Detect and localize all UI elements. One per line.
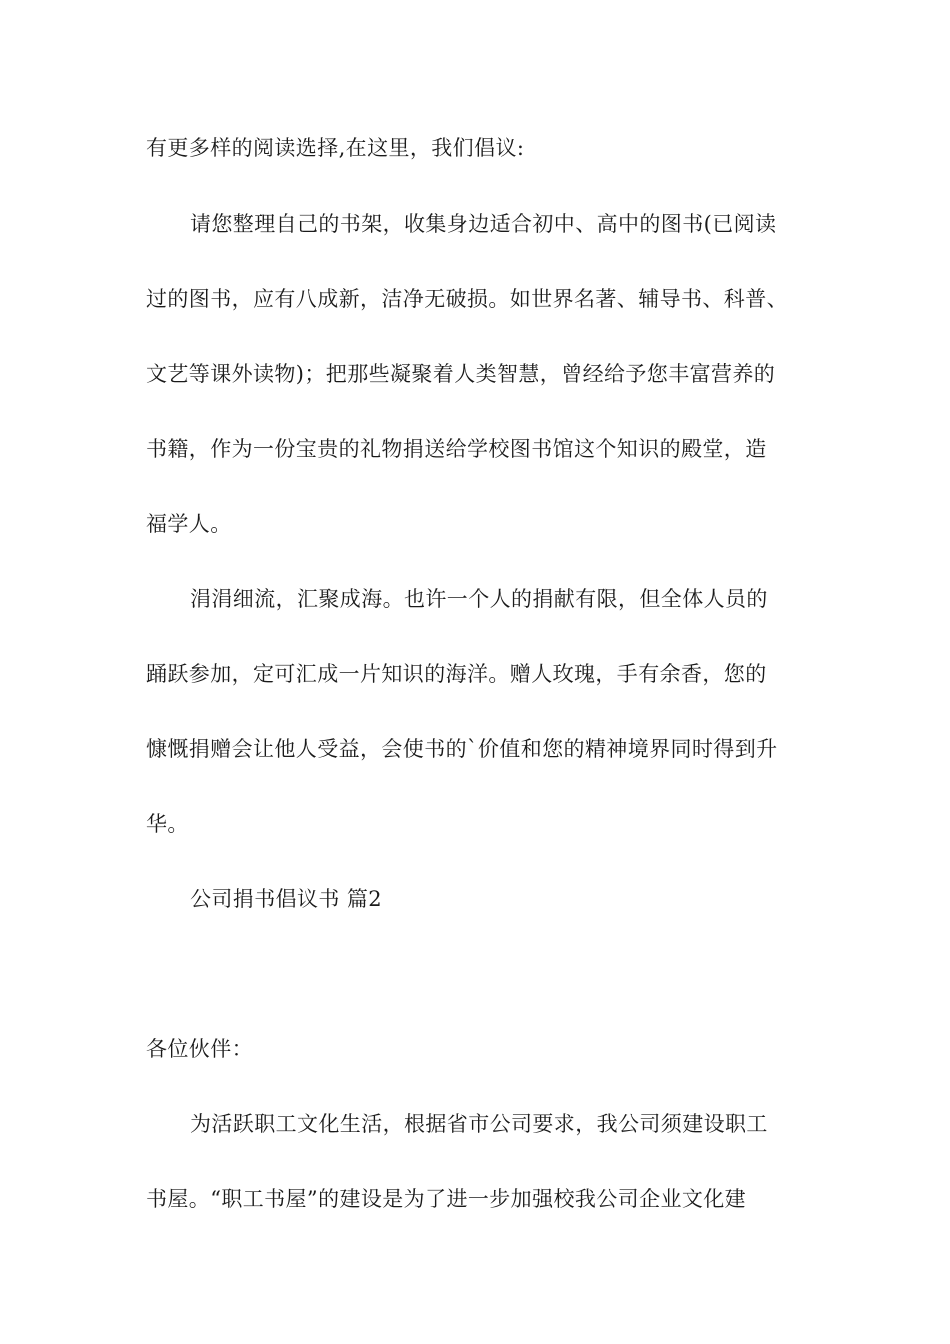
paragraph-line: 请您整理自己的书架，收集身边适合初中、高中的图书(已阅读: [190, 212, 777, 236]
paragraph-line: 踊跃参加，定可汇成一片知识的海洋。赠人玫瑰，手有余香，您的: [146, 662, 767, 686]
paragraph-line: 有更多样的阅读选择,在这里，我们倡议:: [146, 136, 525, 160]
paragraph-line: 书屋。“职工书屋”的建设是为了进一步加强校我公司企业文化建: [146, 1187, 747, 1211]
paragraph-line: 为活跃职工文化生活，根据省市公司要求，我公司须建设职工: [190, 1112, 768, 1136]
paragraph-line: 涓涓细流，汇聚成海。也许一个人的捐献有限，但全体人员的: [190, 587, 768, 611]
paragraph-line: 文艺等课外读物)；把那些凝聚着人类智慧，曾经给予您丰富营养的: [146, 362, 776, 386]
paragraph-line: 福学人。: [146, 512, 232, 536]
section-heading: 公司捐书倡议书 篇2: [190, 887, 383, 911]
salutation-line: 各位伙伴：: [146, 1037, 253, 1061]
paragraph-line: 慷慨捐赠会让他人受益，会使书的`价值和您的精神境界同时得到升: [146, 737, 778, 761]
paragraph-line: 书籍，作为一份宝贵的礼物捐送给学校图书馆这个知识的殿堂，造: [146, 437, 767, 461]
paragraph-line: 华。: [146, 812, 189, 836]
paragraph-line: 过的图书，应有八成新，洁净无破损。如世界名著、辅导书、科普、: [146, 287, 788, 311]
